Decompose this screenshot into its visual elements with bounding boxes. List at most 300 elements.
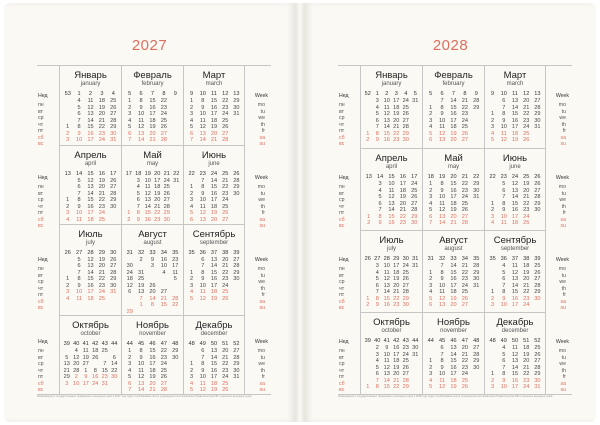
day-cell: 16 xyxy=(87,282,94,289)
week-number: 27 xyxy=(75,249,83,256)
week-number: 44 xyxy=(412,338,419,344)
day-cell: 29 xyxy=(534,200,541,207)
day-cell: 2 xyxy=(429,276,433,282)
day-cell: 16 xyxy=(450,276,457,282)
day-cell: 18 xyxy=(210,203,218,210)
day-cell: 14 xyxy=(144,203,151,210)
day-cell: 4 xyxy=(491,220,495,226)
day-cell: 5 xyxy=(190,387,194,394)
month-grid xyxy=(360,66,546,394)
day-cell: 2 xyxy=(366,302,370,308)
day-cell: 11 xyxy=(383,358,390,364)
week-numbers xyxy=(184,341,244,348)
day-cell: 16 xyxy=(388,220,395,226)
day-label-en: sa xyxy=(560,134,566,141)
day-cell: 9 xyxy=(77,282,81,289)
month-name: Февраль xyxy=(133,70,172,81)
day-cell: 12 xyxy=(87,177,94,184)
day-cell: 30 xyxy=(172,354,179,361)
day-cell: 21 xyxy=(149,137,156,143)
day-label-en: fr xyxy=(562,292,566,298)
week-numbers xyxy=(361,338,422,345)
day-cell: 8 xyxy=(440,269,444,276)
day-cell: 10 xyxy=(75,289,83,296)
day-cell: 28 xyxy=(534,364,541,371)
day-label-en: tu xyxy=(561,108,566,115)
day-cell: 30 xyxy=(402,137,409,143)
day-label-en: mo xyxy=(257,102,265,108)
day-cell: 27 xyxy=(222,130,229,137)
week-number: 22 xyxy=(188,170,195,177)
day-cell: 19 xyxy=(82,354,89,361)
day-cell: 1 xyxy=(429,104,433,111)
day-cell: 18 xyxy=(399,187,406,194)
week-number: 13 xyxy=(534,91,541,97)
day-cell: 1 xyxy=(190,184,194,191)
day-cell: 18 xyxy=(450,289,457,295)
day-cell xyxy=(532,220,543,227)
day-cell: 2 xyxy=(375,345,379,351)
month-january xyxy=(59,66,121,145)
day-cell: 19 xyxy=(450,207,457,213)
day-cell: 13 xyxy=(438,137,446,143)
day-label-en: su xyxy=(259,223,265,229)
day-cell: 27 xyxy=(222,216,229,223)
day-cell: 30 xyxy=(111,374,118,381)
day-cell: 28 xyxy=(233,263,240,270)
day-label-en: mo xyxy=(257,266,265,272)
day-cell: 18 xyxy=(87,295,94,302)
day-cell: 2 xyxy=(190,276,194,283)
week-number: 29 xyxy=(393,256,400,262)
month-name-en: march xyxy=(205,81,223,87)
day-cell: 15 xyxy=(388,213,395,220)
day-cell: 17 xyxy=(511,302,519,308)
day-label-ru: вс xyxy=(38,305,44,311)
day-cell: 3 xyxy=(66,289,70,296)
day-cell: 23 xyxy=(154,216,161,223)
day-cell xyxy=(108,296,119,303)
day-label-en: th xyxy=(561,121,566,128)
day-cell: 22 xyxy=(160,348,167,355)
day-cell: 16 xyxy=(450,364,457,371)
week-number: 31 xyxy=(126,249,133,256)
day-cell: 17 xyxy=(511,384,519,390)
day-cell: 4 xyxy=(66,295,70,302)
right-page xyxy=(305,3,596,422)
day-cell: 14 xyxy=(149,295,156,302)
day-cell: 10 xyxy=(160,263,167,270)
day-cell: 27 xyxy=(461,213,468,220)
day-label-en: sa xyxy=(560,216,566,223)
day-cell xyxy=(170,387,181,394)
week-number: 45 xyxy=(137,341,145,348)
day-cell xyxy=(170,137,181,144)
week-number: 52 xyxy=(534,338,541,344)
day-cell: 30 xyxy=(473,276,480,282)
month-name-en: march xyxy=(506,81,524,87)
week-number: 24 xyxy=(511,174,519,180)
day-cell: 11 xyxy=(199,380,206,387)
day-label-en: su xyxy=(259,387,265,393)
day-cell: 20 xyxy=(222,256,229,263)
day-cell: 5 xyxy=(429,130,433,137)
day-cell: 4 xyxy=(502,345,506,351)
day-cell: 15 xyxy=(450,104,457,111)
day-cell: 7 xyxy=(502,282,506,289)
week-header-label: Нед xyxy=(38,93,48,99)
week-number: 35 xyxy=(473,256,480,262)
week-number: 21 xyxy=(461,174,468,180)
day-cell: 4 xyxy=(378,187,382,194)
day-cell: 17 xyxy=(399,181,406,187)
day-cell: 11 xyxy=(82,348,89,355)
day-cell: 14 xyxy=(87,190,94,197)
day-cell: 19 xyxy=(523,269,530,276)
day-cell: 22 xyxy=(399,213,406,220)
day-cell: 4 xyxy=(429,289,433,295)
day-cell: 5 xyxy=(502,351,506,358)
month-name: Январь xyxy=(375,70,408,81)
year-title-left: 2027 xyxy=(131,37,168,54)
month-days xyxy=(184,178,244,224)
day-cell: 21 xyxy=(160,295,167,302)
day-cell: 16 xyxy=(511,295,519,302)
day-cell: 6 xyxy=(440,345,444,351)
day-cell: 10 xyxy=(383,98,390,104)
day-label-ru: пт xyxy=(339,210,345,216)
day-cell: 25 xyxy=(461,289,468,295)
day-cell: 10 xyxy=(73,380,80,387)
day-cell: 11 xyxy=(383,269,390,276)
day-cell: 5 xyxy=(190,295,194,302)
day-cell: 10 xyxy=(500,302,507,308)
day-cell: 2 xyxy=(491,117,495,124)
day-cell: 30 xyxy=(163,216,170,223)
day-cell: 15 xyxy=(511,111,519,117)
day-cell: 14 xyxy=(87,117,94,124)
day-cell: 19 xyxy=(393,276,400,282)
week-numbers xyxy=(423,91,484,98)
day-cell: 24 xyxy=(98,210,105,217)
week-number: 3 xyxy=(394,91,398,97)
calendar-2027 xyxy=(37,65,271,395)
day-cell: 7 xyxy=(429,220,433,226)
day-cell: 6 xyxy=(201,348,205,355)
day-cell: 30 xyxy=(233,190,240,197)
day-cell: 3 xyxy=(190,374,194,381)
month-name: Февраль xyxy=(434,70,473,81)
day-label-en: th xyxy=(260,203,265,210)
day-cell: 29 xyxy=(402,130,409,137)
day-cell: 2 xyxy=(491,207,495,213)
day-cell: 21 xyxy=(461,263,468,269)
day-cell: 1 xyxy=(367,213,371,220)
day-cell: 8 xyxy=(375,130,379,137)
day-cell: 26 xyxy=(402,111,409,117)
day-cell: 17 xyxy=(87,137,94,143)
day-cell: 5 xyxy=(429,384,433,390)
day-label-en: su xyxy=(560,387,566,393)
day-cell: 26 xyxy=(461,384,468,390)
month-days xyxy=(122,257,183,316)
day-cell: 12 xyxy=(87,104,94,111)
day-cell: 2 xyxy=(66,282,70,289)
day-cell: 4 xyxy=(190,289,194,296)
day-label-ru: пн xyxy=(339,102,345,108)
week-number: 46 xyxy=(450,338,457,344)
day-cell xyxy=(172,217,182,224)
week-number: 20 xyxy=(154,170,161,177)
day-cell: 18 xyxy=(87,216,94,223)
day-cell: 23 xyxy=(461,187,468,194)
day-cell: 26 xyxy=(461,207,468,213)
day-cell: 1 xyxy=(491,200,495,207)
month-june xyxy=(183,145,245,224)
day-cell: 8 xyxy=(502,111,506,117)
day-cell: 3 xyxy=(66,137,70,143)
day-cell: 6 xyxy=(128,380,132,387)
day-cell: 30 xyxy=(233,276,240,283)
day-cell: 20 xyxy=(523,358,530,364)
day-cell: 5 xyxy=(491,137,495,143)
week-number: 37 xyxy=(511,256,519,262)
month-days xyxy=(423,98,484,144)
day-cell: 19 xyxy=(450,130,457,137)
day-cell xyxy=(231,217,242,224)
week-header-label: Нед xyxy=(339,257,349,263)
day-cell: 5 xyxy=(65,354,69,361)
day-cell: 7 xyxy=(375,124,379,130)
day-cell: 22 xyxy=(98,197,105,204)
week-number: 6 xyxy=(440,91,444,97)
day-cell: 18 xyxy=(92,348,99,355)
week-number: 36 xyxy=(500,256,507,262)
day-cell: 8 xyxy=(139,98,143,104)
day-cell: 16 xyxy=(144,216,151,223)
day-cell: 31 xyxy=(534,124,541,130)
day-cell: 31 xyxy=(233,374,240,381)
day-cell: 10 xyxy=(383,263,390,269)
day-cell: 2 xyxy=(66,130,70,137)
week-number: 7 xyxy=(451,91,456,97)
day-cell: 3 xyxy=(128,111,132,117)
day-label-ru: вт xyxy=(38,272,44,279)
book-spine xyxy=(295,3,305,422)
day-label-ru: вт xyxy=(38,354,44,361)
day-cell: 2 xyxy=(190,367,194,374)
day-cell: 23 xyxy=(222,367,229,374)
day-cell: 30 xyxy=(233,367,240,374)
month-name: Июнь xyxy=(502,153,528,164)
day-label-ru: вс xyxy=(38,387,44,393)
day-cell: 29 xyxy=(233,98,240,104)
day-cell: 4 xyxy=(66,216,70,223)
day-cell: 26 xyxy=(222,295,229,302)
month-name-en: december xyxy=(501,328,529,334)
week-number: 17 xyxy=(110,170,117,177)
week-number: 35 xyxy=(172,249,179,256)
day-cell: 26 xyxy=(402,276,409,282)
day-label-ru: вс xyxy=(38,141,44,147)
day-cell: 15 xyxy=(210,184,218,191)
month-name-en: january xyxy=(381,81,402,87)
day-cell: 22 xyxy=(222,184,229,191)
day-cell: 27 xyxy=(160,130,167,137)
day-cell: 23 xyxy=(98,203,105,210)
month-name: Октябрь xyxy=(72,320,109,332)
day-label-ru: чт xyxy=(339,285,345,292)
month-name: Сентябрь xyxy=(192,228,236,240)
day-cell: 18 xyxy=(393,269,400,276)
day-cell: 7 xyxy=(201,177,205,184)
day-cell: 30 xyxy=(110,282,117,289)
day-cell: 22 xyxy=(222,269,229,276)
month-days xyxy=(361,263,422,309)
day-cell: 28 xyxy=(160,137,167,143)
day-cell: 26 xyxy=(534,269,541,276)
day-cell: 14 xyxy=(199,137,206,143)
week-numbers xyxy=(485,338,545,345)
week-number: 32 xyxy=(438,256,446,262)
week-number: 28 xyxy=(383,256,390,262)
day-cell: 10 xyxy=(75,137,83,143)
day-cell: 1 xyxy=(429,181,433,187)
day-cell: 18 xyxy=(511,220,519,226)
week-number: 52 xyxy=(233,341,240,348)
week-number: 1 xyxy=(77,91,81,97)
week-number: 47 xyxy=(160,341,167,348)
week-number: 30 xyxy=(110,249,117,256)
day-cell: 13 xyxy=(388,200,395,207)
day-cell: 27 xyxy=(473,345,480,351)
day-label-en: sa xyxy=(560,380,566,387)
day-label-en: tu xyxy=(260,354,265,361)
day-cell: 23 xyxy=(160,104,167,111)
day-cell: 8 xyxy=(139,348,143,355)
day-label-en: tu xyxy=(561,272,566,279)
day-cell: 24 xyxy=(523,384,530,390)
day-label-en: fr xyxy=(261,292,265,298)
day-cell: 3 xyxy=(65,380,69,387)
day-cell: 8 xyxy=(201,269,205,276)
day-cell: 1 xyxy=(190,361,194,368)
day-cell: 28 xyxy=(402,124,409,130)
day-label-en: we xyxy=(258,197,265,203)
day-label-en: sa xyxy=(259,380,265,387)
day-cell: 26 xyxy=(160,124,167,130)
day-cell: 5 xyxy=(378,194,382,200)
day-cell: 19 xyxy=(523,351,530,358)
month-days xyxy=(361,345,422,391)
day-cell: 20 xyxy=(98,263,105,270)
day-cell: 8 xyxy=(77,124,81,130)
day-cell: 2 xyxy=(366,137,370,143)
day-cell: 6 xyxy=(429,137,433,143)
day-cell: 20 xyxy=(210,130,218,137)
day-cell: 27 xyxy=(461,302,468,308)
month-september xyxy=(484,230,546,312)
day-cell: 12 xyxy=(500,137,507,143)
day-cell: 1 xyxy=(429,358,433,364)
day-cell: 12 xyxy=(438,384,446,390)
day-cell: 23 xyxy=(98,282,105,289)
month-may xyxy=(121,145,183,224)
day-cell: 8 xyxy=(502,289,506,295)
day-cell: 2 xyxy=(190,190,194,197)
week-number: 52 xyxy=(364,91,371,97)
day-cell: 29 xyxy=(63,374,70,381)
day-cell: 21 xyxy=(393,377,400,384)
day-cell: 26 xyxy=(461,295,468,302)
day-cell: 15 xyxy=(87,197,94,204)
week-numbers xyxy=(361,256,422,263)
day-cell: 4 xyxy=(190,380,194,387)
day-cell: 15 xyxy=(450,269,457,276)
day-cell: 8 xyxy=(502,371,506,377)
day-cell: 21 xyxy=(461,351,468,358)
day-cell: 21 xyxy=(523,282,530,289)
week-header-label: Week xyxy=(555,175,569,181)
day-label-ru: сб xyxy=(38,134,44,141)
day-cell: 26 xyxy=(461,130,468,137)
day-label-ru: ср xyxy=(38,279,44,285)
day-label-ru: ср xyxy=(38,361,44,367)
day-cell: 4 xyxy=(136,184,140,191)
month-name-en: november xyxy=(440,328,467,334)
week-number: 21 xyxy=(163,170,170,177)
day-cell: 11 xyxy=(199,117,206,124)
day-cell: 25 xyxy=(411,187,418,194)
day-cell: 8 xyxy=(440,104,444,111)
week-numbers xyxy=(184,250,244,257)
week-number: 4 xyxy=(404,91,408,97)
day-cell: 23 xyxy=(461,276,468,282)
month-name: Июль xyxy=(78,228,103,240)
day-cell: 21 xyxy=(523,364,530,371)
day-cell: 28 xyxy=(163,203,170,210)
day-cell: 9 xyxy=(84,374,88,381)
day-cell: 13 xyxy=(87,263,94,270)
day-cell: 7 xyxy=(77,269,81,276)
week-number: 9 xyxy=(190,91,194,97)
day-cell: 19 xyxy=(450,384,457,390)
day-cell: 3 xyxy=(375,263,379,269)
day-cell: 12 xyxy=(383,111,390,117)
day-label-ru: ср xyxy=(339,279,345,285)
week-number: 10 xyxy=(199,91,206,97)
day-cell: 20 xyxy=(450,137,457,143)
day-cell: 9 xyxy=(201,104,205,111)
week-number: 14 xyxy=(75,170,83,177)
day-cell: 10 xyxy=(438,282,446,289)
day-cell: 5 xyxy=(375,276,379,282)
month-days xyxy=(184,348,244,394)
day-cell: 5 xyxy=(128,124,132,130)
week-number: 53 xyxy=(64,91,71,97)
day-cell: 12 xyxy=(511,269,519,276)
day-cell: 18 xyxy=(393,358,400,364)
day-cell: 27 xyxy=(402,371,409,377)
day-label-en: we xyxy=(559,197,566,203)
day-cell: 9 xyxy=(378,220,382,226)
day-cell: 27 xyxy=(160,380,167,387)
day-cell: 3 xyxy=(491,213,495,220)
day-cell: 22 xyxy=(98,124,105,130)
day-cell: 2 xyxy=(128,354,132,361)
day-cell: 13 xyxy=(383,371,390,377)
day-cell: 8 xyxy=(201,361,205,368)
